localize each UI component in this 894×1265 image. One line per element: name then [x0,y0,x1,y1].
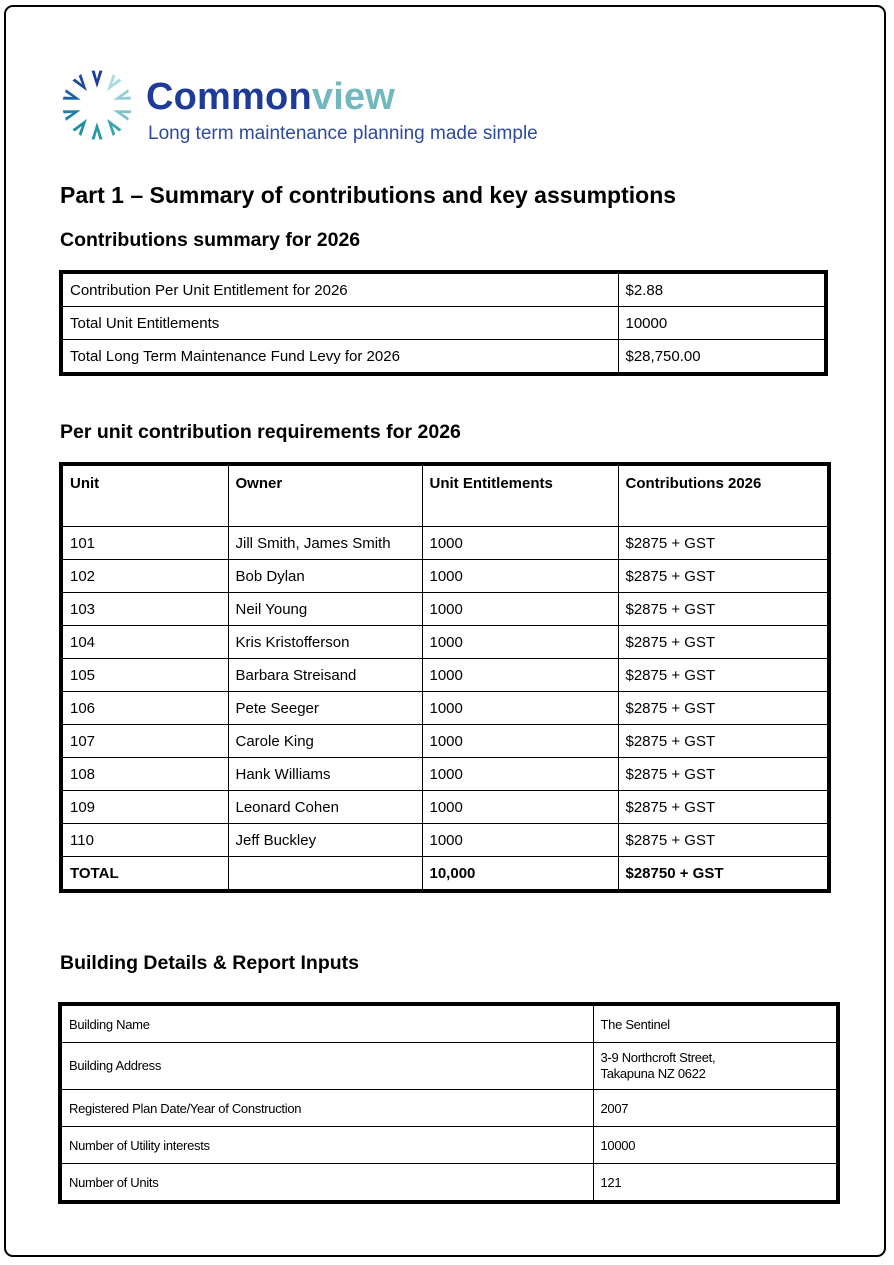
summary-label: Contribution Per Unit Entitlement for 2026 [61,272,618,307]
logo-spoke [112,89,132,105]
entitlements-cell: 1000 [422,527,618,560]
unit-cell: 103 [61,593,228,626]
owner-cell: Carole King [228,725,422,758]
table-row [61,560,829,593]
table-row [60,1090,838,1127]
contributions-summary-heading: Contributions summary for 2026 [60,229,361,251]
building-value: 2007 [593,1090,838,1127]
logo-spoke [92,122,103,139]
logo-spoke [72,74,91,94]
unit-cell: 110 [61,824,228,857]
column-header-unit: Unit [61,464,228,527]
owner-cell: Barbara Streisand [228,659,422,692]
contribution-cell: $2875 + GST [618,758,829,791]
summary-value: 10000 [618,307,826,340]
contribution-cell: $2875 + GST [618,593,829,626]
owner-cell: Neil Young [228,593,422,626]
contribution-cell: $2875 + GST [618,626,829,659]
entitlements-cell: 1000 [422,560,618,593]
table-row [61,626,829,659]
table-row [61,307,826,340]
table-row [61,692,829,725]
total-contribution-cell: $28750 + GST [618,857,829,892]
address-line-2: Takapuna NZ 0622 [600,1066,706,1081]
contribution-cell: $2875 + GST [618,824,829,857]
commonview-logo-icon [58,66,136,144]
per-unit-heading: Per unit contribution requirements for 2026 [60,421,461,443]
table-row [60,1043,838,1090]
entitlements-cell: 1000 [422,659,618,692]
contribution-cell: $2875 + GST [618,560,829,593]
entitlements-cell: 1000 [422,725,618,758]
contribution-cell: $2875 + GST [618,725,829,758]
building-details-table [58,1002,840,1204]
table-row [61,340,826,375]
building-value: 121 [593,1164,838,1203]
entitlements-cell: 1000 [422,593,618,626]
brand-tagline: Long term maintenance planning made simple [148,123,538,144]
building-address-value [593,1043,838,1090]
page-title: Part 1 – Summary of contributions and key assumptions [60,182,677,208]
owner-cell: Hank Williams [228,758,422,791]
building-details-heading: Building Details & Report Inputs [60,952,360,974]
entitlements-cell: 1000 [422,758,618,791]
logo-spoke [63,105,83,121]
owner-cell: Kris Kristofferson [228,626,422,659]
table-row [61,593,829,626]
logo-spoke [103,74,122,94]
contribution-cell: $2875 + GST [618,527,829,560]
entitlements-cell: 1000 [422,692,618,725]
table-row [61,791,829,824]
unit-cell: 108 [61,758,228,791]
per-unit-table [59,462,831,893]
unit-cell: 106 [61,692,228,725]
unit-cell: 101 [61,527,228,560]
building-label: Number of Utility interests [60,1127,593,1164]
contribution-cell: $2875 + GST [618,692,829,725]
unit-cell: 109 [61,791,228,824]
table-row [61,758,829,791]
summary-label: Total Unit Entitlements [61,307,618,340]
building-label: Registered Plan Date/Year of Construction [60,1090,593,1127]
contribution-cell: $2875 + GST [618,659,829,692]
column-header-owner: Owner [228,464,422,527]
logo-spoke [112,105,132,121]
contribution-cell: $2875 + GST [618,791,829,824]
building-label: Number of Units [60,1164,593,1203]
table-header-row [61,464,829,527]
owner-cell: Jeff Buckley [228,824,422,857]
logo-spoke [103,116,122,136]
table-row [60,1004,838,1043]
summary-value: $28,750.00 [618,340,826,375]
unit-cell: 105 [61,659,228,692]
summary-label: Total Long Term Maintenance Fund Levy for 2026 [61,340,618,375]
column-header-contributions: Contributions 2026 [618,464,829,527]
building-label: Building Name [60,1004,593,1043]
table-row [60,1164,838,1203]
owner-cell: Bob Dylan [228,560,422,593]
table-row [61,824,829,857]
logo-spoke [92,71,103,88]
unit-cell: 102 [61,560,228,593]
contributions-summary-table [59,270,828,376]
table-row [61,527,829,560]
owner-cell: Pete Seeger [228,692,422,725]
logo-spoke [72,116,91,136]
brand-name [146,78,395,116]
total-unit-cell: TOTAL [61,857,228,892]
unit-cell: 104 [61,626,228,659]
unit-cell: 107 [61,725,228,758]
building-label: Building Address [60,1043,593,1090]
logo-spoke [63,89,83,105]
table-row [61,272,826,307]
table-row [61,659,829,692]
owner-cell: Leonard Cohen [228,791,422,824]
table-row [60,1127,838,1164]
building-value: The Sentinel [593,1004,838,1043]
brand-name-part1: Common [146,76,312,118]
table-row [61,725,829,758]
address-line-1: 3-9 Northcroft Street, [600,1049,716,1065]
owner-cell: Jill Smith, James Smith [228,527,422,560]
entitlements-cell: 1000 [422,791,618,824]
brand-name-part2: view [311,76,396,118]
total-owner-cell [228,857,422,892]
table-total-row [61,857,829,892]
entitlements-cell: 1000 [422,626,618,659]
summary-value: $2.88 [618,272,826,307]
total-entitlements-cell: 10,000 [422,857,618,892]
column-header-entitlements: Unit Entitlements [422,464,618,527]
entitlements-cell: 1000 [422,824,618,857]
building-value: 10000 [593,1127,838,1164]
